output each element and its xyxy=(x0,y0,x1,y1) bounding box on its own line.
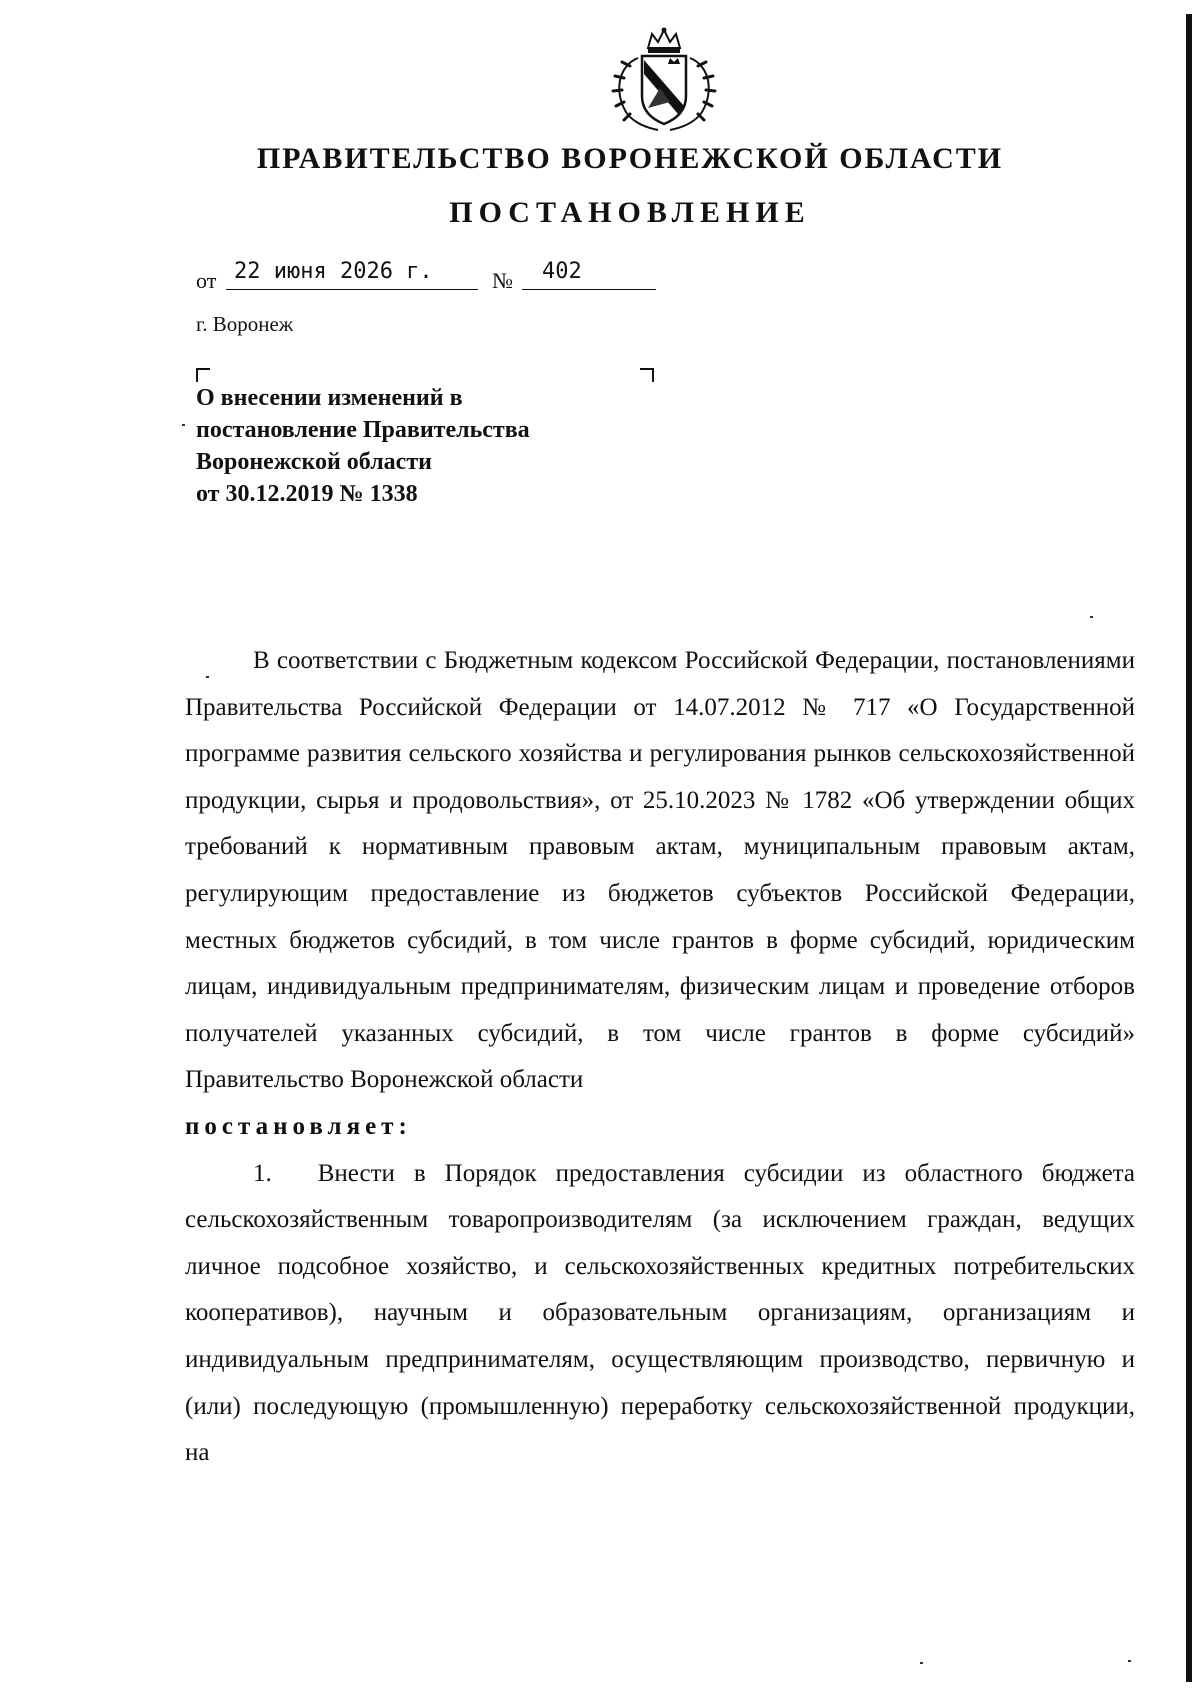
subject-corner-right xyxy=(640,368,654,382)
subject-line: постановление Правительства xyxy=(196,417,530,443)
preamble-paragraph: В соответствии с Бюджетным кодексом Российской Федерации, постановлениями Правительства Российской Федерации от 14.07.2012 № 717 «О Государственной программе развития сельского хозяйства и регулирования рынков сельскохозяйственной продукции, сырья и продовольствия», от 25.10.2023 № 1782 «Об утверждении общих требований к нормативным правовым актам, муниципальным правовым актам, регулирующим предоставление из бюджетов субъектов Российской Федерации, местных бюджетов субсидий, в том числе грантов в форме субсидий, юридическим лицам, индивидуальным предпринимателям, физическим лицам и проведение отборов получателей указанных субсидий, в том числе грантов в форме субсидий» Правительство Воронежской области xyxy=(185,647,1135,1094)
scan-speck xyxy=(206,676,209,678)
government-title: ПРАВИТЕЛЬСТВО ВОРОНЕЖСКОЙ ОБЛАСТИ xyxy=(256,142,1004,175)
scan-speck xyxy=(182,424,185,426)
document-body xyxy=(185,638,1135,1477)
coat-of-arms-icon xyxy=(608,26,720,134)
date-value: 22 июня 2026 г. xyxy=(234,259,433,284)
number-value: 402 xyxy=(542,259,582,284)
subject-line: О внесении изменений в xyxy=(196,385,463,411)
document-type: ПОСТАНОВЛЕНИЕ xyxy=(449,196,811,229)
document-subject xyxy=(196,382,656,510)
date-underline xyxy=(226,289,478,290)
city: г. Воронеж xyxy=(196,312,294,336)
subject-line: Воронежской области xyxy=(196,449,432,475)
subject-line: от 30.12.2019 № 1338 xyxy=(196,481,418,507)
decree-word: постановляет: xyxy=(185,1112,412,1140)
number-underline xyxy=(522,289,656,290)
item-1-number: 1. xyxy=(253,1159,272,1187)
scan-speck xyxy=(1128,1660,1131,1662)
date-label: от xyxy=(196,268,217,293)
item-1-paragraph xyxy=(185,1151,1135,1477)
number-label: № xyxy=(492,268,513,293)
date-number-row xyxy=(196,252,676,296)
item-1-text: Внести в Порядок предоставления субсидии из областного бюджета сельскохозяйственным товаропроизводителям (за исключением граждан, ведущих личное подсобное хозяйство, и сельскохозяйственных кредитных потребительских кооперативов), научным и образовательным организациям, организациям и индивидуальным предпринимателям, осуществляющим производство, первичную и (или) последующую (промышленную) переработку сельскохозяйственной продукции, на xyxy=(185,1159,1135,1467)
page-edge-bar xyxy=(1186,14,1192,1682)
scan-speck xyxy=(920,1662,923,1664)
subject-corner-left xyxy=(196,368,210,382)
scan-speck xyxy=(1090,616,1093,618)
